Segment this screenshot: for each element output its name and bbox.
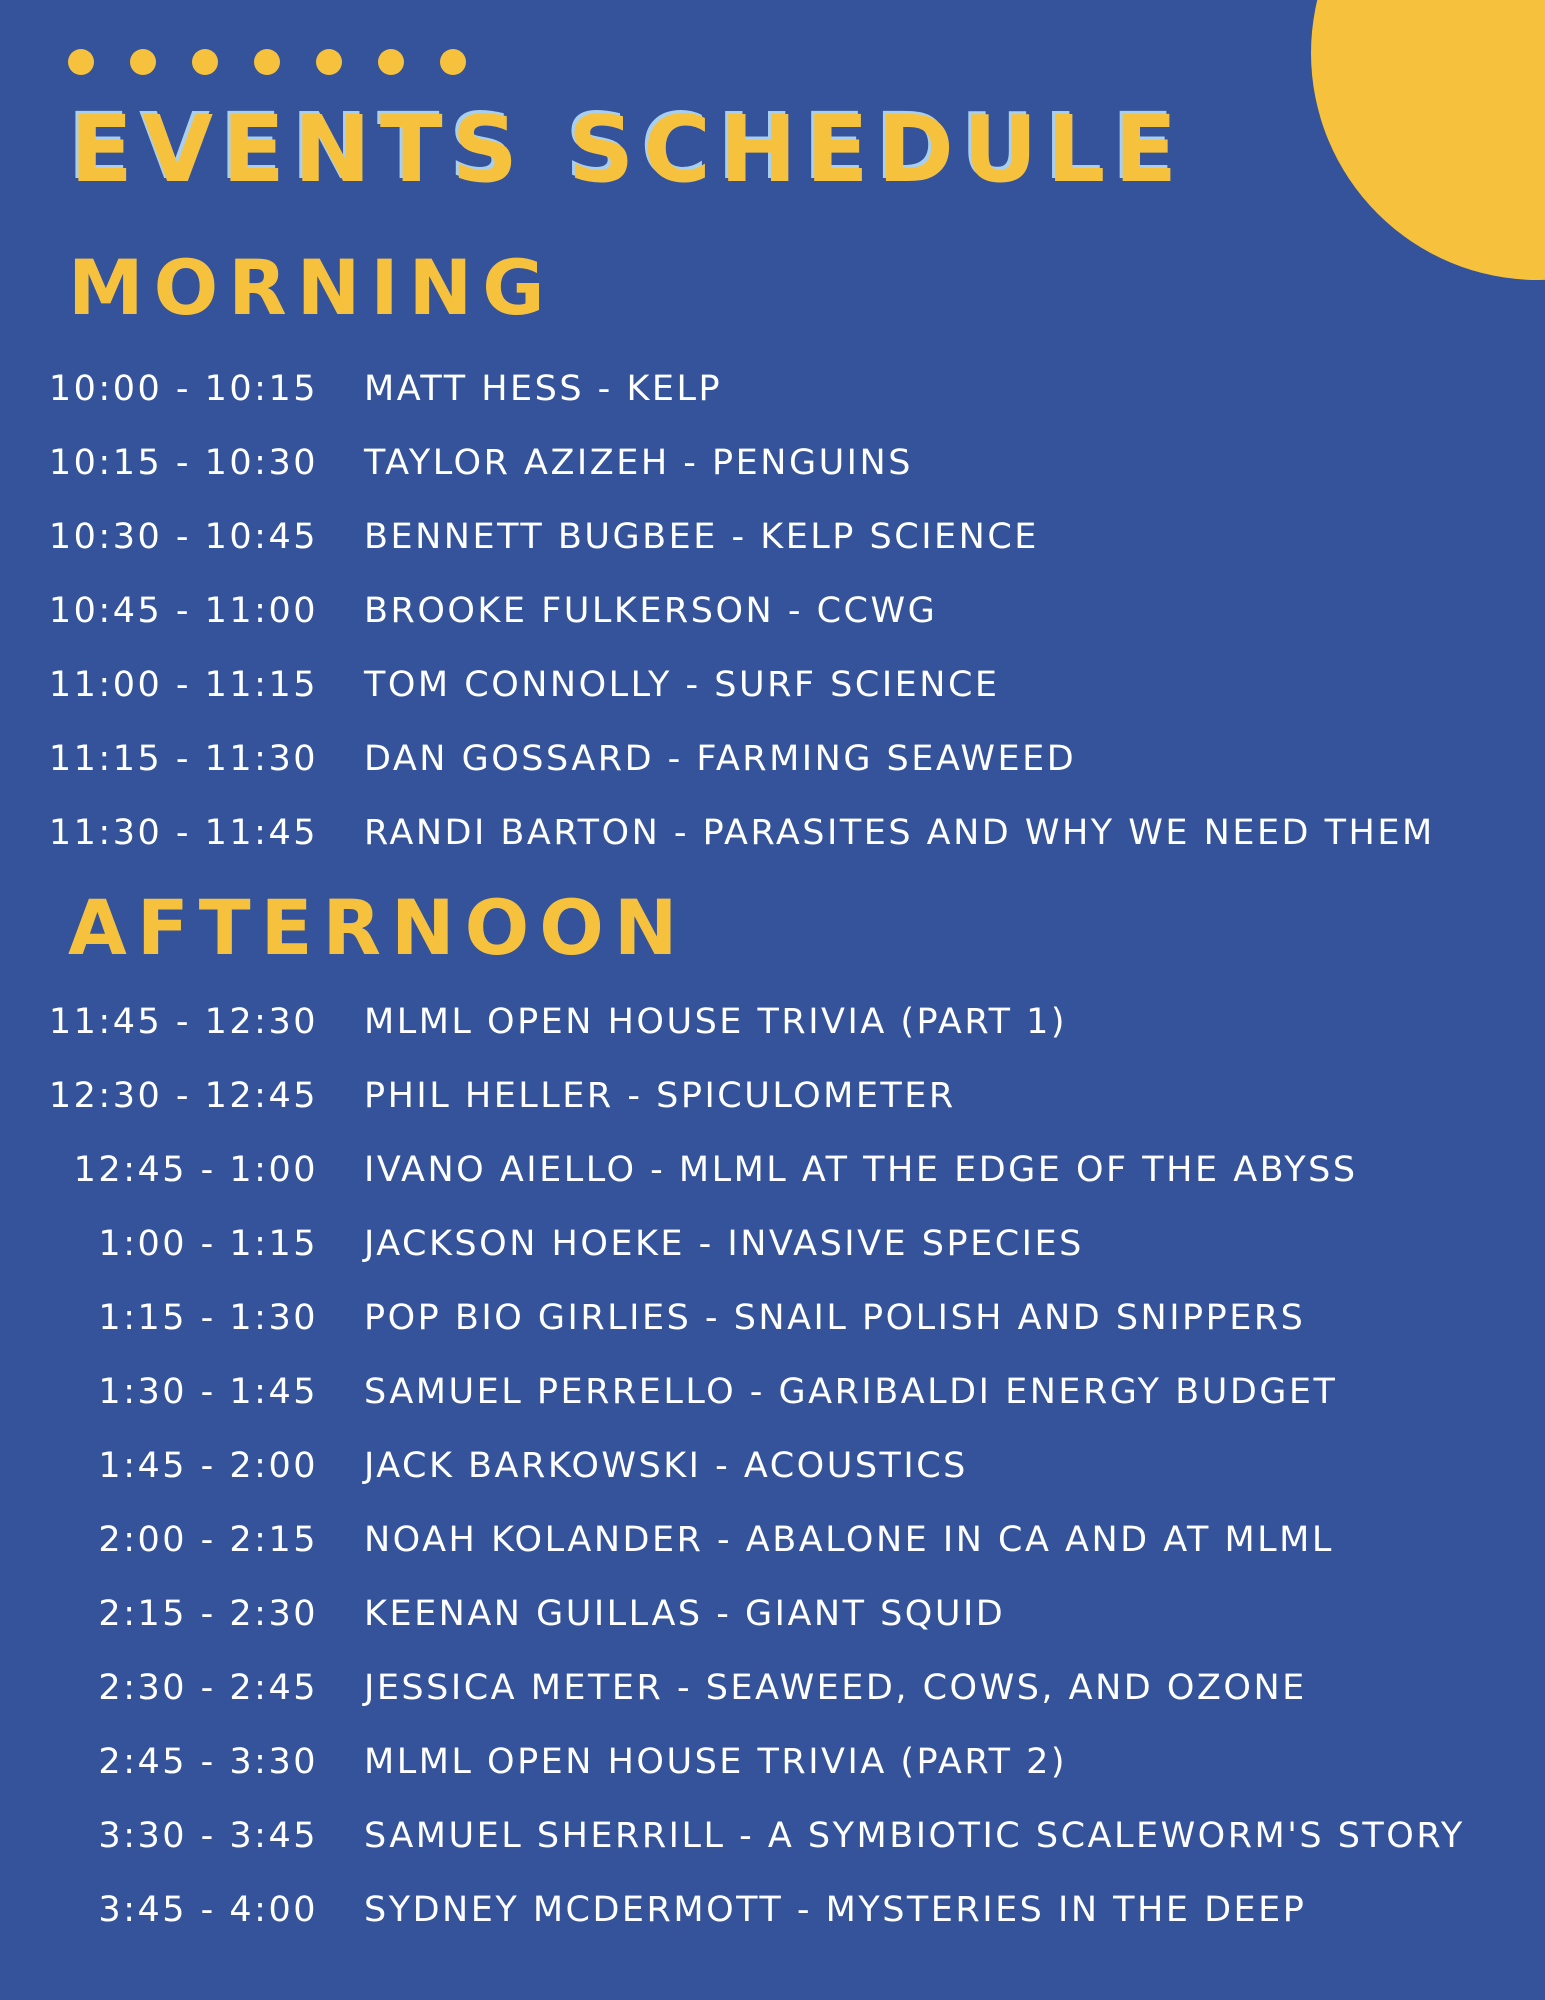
time-slot: 3:45 - 4:00 (98, 1890, 318, 1930)
schedule-row (0, 352, 1435, 426)
time-slot: 2:15 - 2:30 (98, 1594, 318, 1634)
event-title: MLML OPEN HOUSE TRIVIA (PART 1) (364, 1002, 1068, 1042)
schedule-row (0, 1577, 1465, 1651)
schedule-row (0, 1281, 1465, 1355)
event-title: SAMUEL PERRELLO - GARIBALDI ENERGY BUDGET (364, 1372, 1338, 1412)
schedule-row (0, 722, 1435, 796)
time-slot: 1:45 - 2:00 (98, 1446, 318, 1486)
event-title: MATT HESS - KELP (364, 369, 723, 409)
event-title: POP BIO GIRLIES - SNAIL POLISH AND SNIPPERS (364, 1298, 1306, 1338)
time-slot: 10:45 - 11:00 (48, 591, 318, 631)
decorative-dot (378, 49, 404, 75)
event-title: BENNETT BUGBEE - KELP SCIENCE (364, 517, 1039, 557)
schedule-row (0, 1429, 1465, 1503)
time-slot: 11:30 - 11:45 (48, 813, 318, 853)
time-slot: 10:15 - 10:30 (48, 443, 318, 483)
event-title: JACK BARKOWSKI - ACOUSTICS (364, 1446, 968, 1486)
schedule-row (0, 1133, 1465, 1207)
page-title: EVENTS SCHEDULE (70, 96, 1187, 203)
event-title: NOAH KOLANDER - ABALONE IN CA AND AT MLML (364, 1520, 1334, 1560)
time-slot: 1:00 - 1:15 (98, 1224, 318, 1264)
schedule-row (0, 1725, 1465, 1799)
decorative-dot (254, 49, 280, 75)
time-slot: 1:30 - 1:45 (98, 1372, 318, 1412)
schedule-row (0, 574, 1435, 648)
time-slot: 11:15 - 11:30 (48, 739, 318, 779)
event-title: BROOKE FULKERSON - CCWG (364, 591, 938, 631)
event-title: IVANO AIELLO - MLML AT THE EDGE OF THE ABYSS (364, 1150, 1358, 1190)
event-title: SYDNEY MCDERMOTT - MYSTERIES IN THE DEEP (364, 1890, 1307, 1930)
schedule-row (0, 648, 1435, 722)
time-slot: 10:30 - 10:45 (48, 517, 318, 557)
schedule-row (0, 500, 1435, 574)
time-slot: 3:30 - 3:45 (98, 1816, 318, 1856)
event-title: TAYLOR AZIZEH - PENGUINS (364, 443, 913, 483)
time-slot: 2:30 - 2:45 (98, 1668, 318, 1708)
decorative-dot-row (68, 49, 466, 75)
decorative-dot (316, 49, 342, 75)
schedule-row (0, 1355, 1465, 1429)
event-title: JESSICA METER - SEAWEED, COWS, AND OZONE (364, 1668, 1307, 1708)
time-slot: 12:45 - 1:00 (73, 1150, 318, 1190)
decorative-dot (440, 49, 466, 75)
decorative-dot (130, 49, 156, 75)
event-title: DAN GOSSARD - FARMING SEAWEED (364, 739, 1077, 779)
schedule-row (0, 796, 1435, 870)
schedule-row (0, 1873, 1465, 1947)
schedule-row (0, 1059, 1465, 1133)
event-title: TOM CONNOLLY - SURF SCIENCE (364, 665, 1000, 705)
time-slot: 2:00 - 2:15 (98, 1520, 318, 1560)
event-title: KEENAN GUILLAS - GIANT SQUID (364, 1594, 1006, 1634)
schedule-row (0, 1207, 1465, 1281)
section-heading-afternoon: AFTERNOON (68, 883, 688, 972)
time-slot: 12:30 - 12:45 (48, 1076, 318, 1116)
event-title: RANDI BARTON - PARASITES AND WHY WE NEED THEM (364, 813, 1435, 853)
section-heading-morning: MORNING (68, 243, 555, 332)
schedule-list-morning (0, 352, 1435, 870)
schedule-row (0, 1799, 1465, 1873)
time-slot: 2:45 - 3:30 (98, 1742, 318, 1782)
decorative-dot (68, 49, 94, 75)
schedule-row (0, 1651, 1465, 1725)
schedule-row (0, 985, 1465, 1059)
schedule-list-afternoon (0, 985, 1465, 1947)
schedule-row (0, 426, 1435, 500)
decorative-sun-circle (1311, 0, 1545, 280)
time-slot: 11:00 - 11:15 (48, 665, 318, 705)
time-slot: 10:00 - 10:15 (48, 369, 318, 409)
event-title: MLML OPEN HOUSE TRIVIA (PART 2) (364, 1742, 1068, 1782)
schedule-row (0, 1503, 1465, 1577)
event-title: JACKSON HOEKE - INVASIVE SPECIES (364, 1224, 1084, 1264)
time-slot: 1:15 - 1:30 (98, 1298, 318, 1338)
decorative-dot (192, 49, 218, 75)
event-title: SAMUEL SHERRILL - A SYMBIOTIC SCALEWORM'S STORY (364, 1816, 1465, 1856)
event-title: PHIL HELLER - SPICULOMETER (364, 1076, 956, 1116)
time-slot: 11:45 - 12:30 (48, 1002, 318, 1042)
